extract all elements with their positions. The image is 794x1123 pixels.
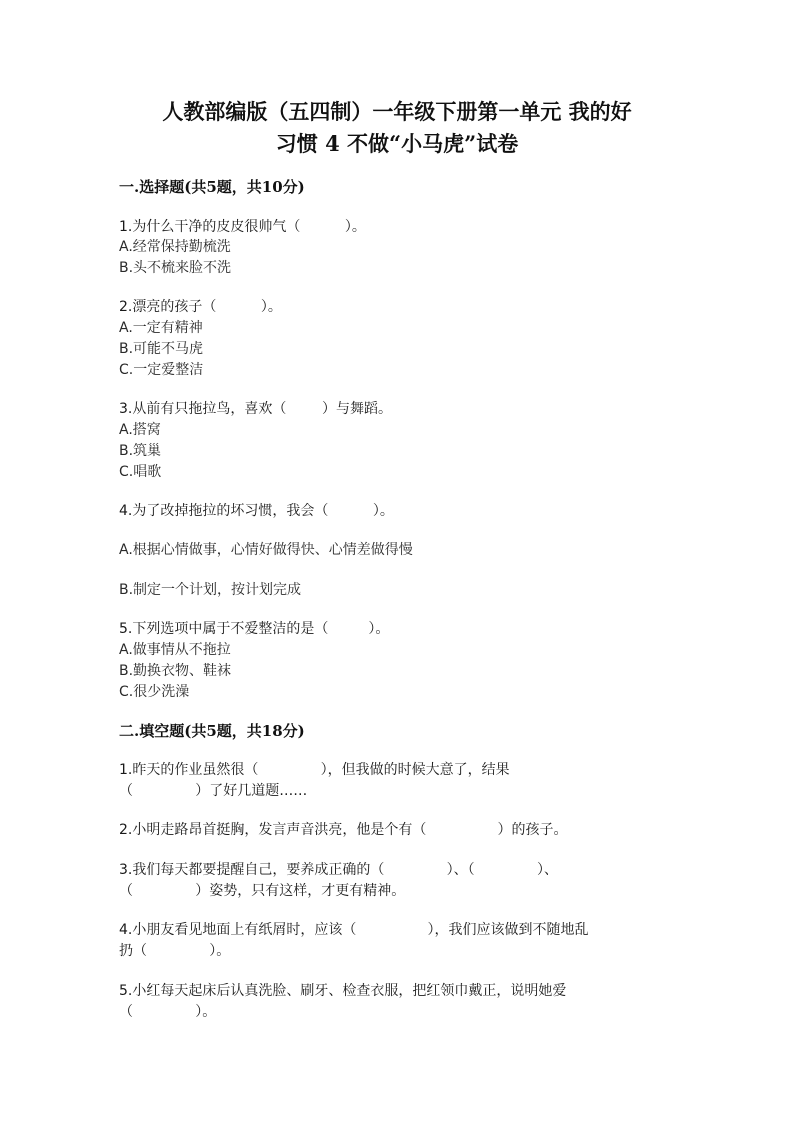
fill-question-line: （ ）姿势，只有这样，才更有精神。 [119,883,406,899]
question-option: B.制定一个计划，按计划完成 [119,582,302,598]
fill-question-line: 2.小明走路昂首挺胸，发言声音洪亮，他是个有（ ）的孩子。 [119,822,568,838]
question-option: A.搭窝 [119,422,161,438]
question-option: A.一定有精神 [119,320,203,336]
question-option: A.经常保持勤梳洗 [119,239,231,255]
fill-question-line: 3.我们每天都要提醒自己，要养成正确的（ ）、（ ）、 [119,862,558,878]
question-stem: 5.下列选项中属于不爱整洁的是（ ）。 [119,621,390,637]
fill-question-line: 5.小红每天起床后认真洗脸、刷牙、检查衣服，把红领巾戴正，说明她爱 [119,983,567,999]
question-stem: 3.从前有只拖拉鸟，喜欢（ ）与舞蹈。 [119,401,392,417]
question-option: B.筑巢 [119,443,162,459]
question-option: C.唱歌 [119,464,162,480]
question-stem: 1.为什么干净的皮皮很帅气（ ）。 [119,219,366,235]
question-option: A.做事情从不拖拉 [119,642,231,658]
exam-title-line-1: 人教部编版（五四制）一年级下册第一单元 我的好 [162,99,632,124]
question-option: A.根据心情做事，心情好做得快、心情差做得慢 [119,542,413,558]
question-stem: 4.为了改掉拖拉的坏习惯，我会（ ）。 [119,503,394,519]
fill-question-line: （ ）。 [119,1004,217,1020]
fill-question-line: （ ）了好几道题…… [119,783,308,799]
section-heading-choice: 一.选择题(共5题，共10分) [119,178,305,196]
question-option: C.一定爱整洁 [119,362,204,378]
fill-question-line: 扔（ ）。 [119,943,231,959]
section-heading-fill-blank: 二.填空题(共5题，共18分) [119,722,305,740]
question-option: C.很少洗澡 [119,684,190,700]
question-option: B.头不梳来脸不洗 [119,260,232,276]
fill-question-line: 1.昨天的作业虽然很（ ），但我做的时候大意了，结果 [119,762,510,778]
fill-question-line: 4.小朋友看见地面上有纸屑时，应该（ ），我们应该做到不随地乱 [119,922,589,938]
question-option: B.可能不马虎 [119,341,204,357]
question-stem: 2.漂亮的孩子（ ）。 [119,299,282,315]
question-option: B.勤换衣物、鞋袜 [119,663,232,679]
exam-title-line-2: 习惯 4 不做“小马虎”试卷 [275,131,519,156]
